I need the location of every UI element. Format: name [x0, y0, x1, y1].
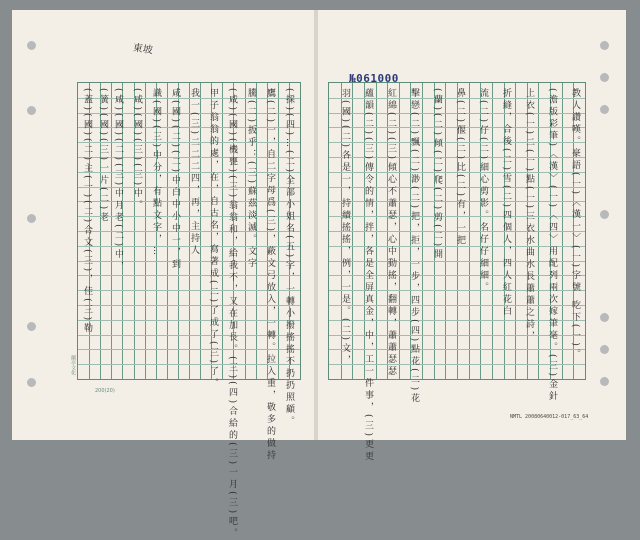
archive-id-stamp: NMTL 20080640012-017_63_64: [510, 414, 589, 420]
manuscript-column: (咸)(國)(二)(三)中月老(二)中，: [113, 88, 123, 274]
manuscript-column: (咸)(國)(三)(三)中。: [132, 88, 142, 213]
serial-number: №061000: [349, 72, 399, 85]
manuscript-column: 騰(二)扳乎：(三)蘇茲淡滅。文字: [246, 88, 256, 271]
binder-hole-icon: [27, 322, 36, 331]
manuscript-column: (咸)(國)(機甕)(三)翁翁和，給我不，又在加長。(三)(四)合給的(三)一月(三)吧。: [227, 88, 237, 540]
manuscript-column: 擊戀(二)飄(二)渺(二)把，拒，一步，四步(四)點花(二)花: [409, 88, 419, 406]
manuscript-column: (採)(四)…(二)全部小姐名(五)字，一轉小撥搖搖不扔扔照顧。: [284, 88, 294, 429]
manuscript-column: 我一(三)二二二四，再，主持人: [189, 88, 199, 258]
manuscript-column: 蘊韻(二)(三)傳令的情，拌，各是全屏真金，中，工一件事，(三)更更: [363, 88, 373, 464]
binder-hole-icon: [600, 345, 609, 354]
manuscript-column: (蘭)(二)傾(二)爬(二)剪(二)開: [432, 88, 442, 262]
manuscript-column: 羽(國)(二)各是一，持續搖搖，例，一是。(二)文，: [340, 88, 350, 368]
manuscript-column: 鷹(二)一，自二字母爲(三)，蔽文弓放入，一轉。拉入重，敬多的做持: [265, 88, 275, 463]
top-handwritten-note: 東坡: [132, 42, 154, 57]
binder-hole-icon: [600, 41, 609, 50]
binder-hole-icon: [600, 73, 609, 82]
binder-hole-icon: [600, 377, 609, 386]
manuscript-column: 流(二)仔(二)細心剪影。名仔仔細細。: [478, 88, 488, 295]
binder-hole-icon: [600, 105, 609, 114]
manuscript-column: 甲子翁翁的處，在，自古名，寫著成(二)了成了(三)了。: [208, 88, 218, 391]
manuscript-column: 識(國)(三)中分，有點文字，…: [151, 88, 161, 259]
binder-hole-icon: [27, 378, 36, 387]
manuscript-column: 紅綿(二)(三)傾心不蕭瑟，心中動搖，翻轉，蕭蕭瑟瑟: [386, 88, 396, 379]
binder-hole-icon: [27, 214, 36, 223]
manuscript-column: (澹版彩筆)〈漢〉(一)〈四〉用配列兩次嫁筆毫。(三)金針: [547, 88, 557, 404]
left-side-mark: 蘭亭文化: [70, 355, 76, 375]
manuscript-column: 上衣(一)二(一)點(一)三衣水曲水長蕭蕭之詩，: [524, 88, 534, 344]
manuscript-column: (蓋)(國)(二)主(一)(二)合文(三)，佳(三)勒: [82, 88, 92, 336]
binder-hole-icon: [27, 41, 36, 50]
binder-hole-icon: [600, 210, 609, 219]
left-page-footer: 200(20): [95, 388, 115, 394]
binder-hole-icon: [600, 313, 609, 322]
manuscript-column: 鼻(二)偃(二)比(二)有，一把: [455, 88, 465, 248]
manuscript-column: 教人讚嘆。豪語(一)〈漢一〉(一)字號 吃下(一)。: [570, 88, 580, 361]
manuscript-column: (簧)(國)(三)一片(二)老: [98, 88, 108, 225]
manuscript-column: 折縫，合後(二)雪(二)四個人，四人紅花白: [501, 88, 511, 319]
manuscript-column: 咸(國)(二)(二)中白中小中一，到: [170, 88, 180, 272]
binder-hole-icon: [27, 106, 36, 115]
page-spine: [314, 10, 318, 440]
